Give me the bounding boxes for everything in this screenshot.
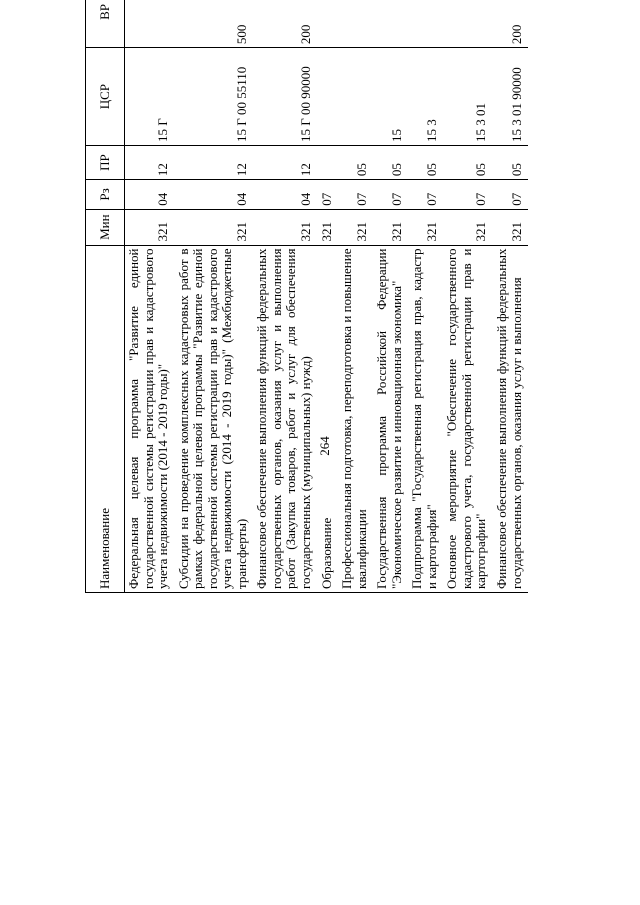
row-min: 321 [373,209,408,245]
table-row [373,0,408,593]
row-name: Федеральная целевая программа "Развитие единой государственной системы регистрации прав и кадастрового учета недвижимости (2014 - 2019 годы)" [125,245,175,592]
row-pr: 05 [408,146,443,180]
row-csr: 15 Г 00 55110 [175,48,254,146]
row-rz: 04 [125,180,175,210]
row-name: Финансовое обеспечение выполнения функций федеральных государственных органов, оказания услуг и выполнения [493,245,528,592]
row-min: 321 [125,209,175,245]
row-rz: 04 [253,180,317,210]
row-name: Основное мероприятие "Обеспечение государственного кадастрового учета, государственной регистрации прав и картографии" [443,245,493,592]
row-rz: 07 [408,180,443,210]
row-min: 321 [175,209,254,245]
row-vr [443,0,493,48]
row-pr: 12 [125,146,175,180]
row-min: 321 [318,209,339,245]
row-csr: 15 3 01 90000 [493,48,528,146]
table-row [253,0,317,593]
row-name: Финансовое обеспечение выполнения функций федеральных государственных органов, оказания услуг и выполнения работ (Закупка товаров, работ и услуг для обеспечения государственных (муниципальных) нужд) [253,245,317,592]
row-vr: 200 [253,0,317,48]
row-vr: 500 [175,0,254,48]
row-name: Профессиональная подготовка, переподготовка и повышение квалификации [338,245,373,592]
row-csr: 15 3 01 [443,48,493,146]
row-csr: 15 3 [408,48,443,146]
row-vr [408,0,443,48]
row-csr [318,48,339,146]
table-row [493,0,528,593]
row-name: Подпрограмма "Государственная регистрация прав, кадастр и картография" [408,245,443,592]
budget-table-wrapper [85,3,603,865]
row-pr [318,146,339,180]
row-csr: 15 Г [125,48,175,146]
row-min: 321 [253,209,317,245]
row-vr [373,0,408,48]
header-min: Мин [86,209,125,245]
row-vr: 200 [493,0,528,48]
table-row [318,0,339,593]
row-csr: 15 Г 00 90000 [253,48,317,146]
row-rz: 07 [493,180,528,210]
row-min: 321 [493,209,528,245]
row-min: 321 [408,209,443,245]
header-rz: Рз [86,180,125,210]
table-row [125,0,175,593]
page-number: 264 [316,436,332,456]
row-rz: 07 [443,180,493,210]
header-name: Наименование [86,245,125,592]
table-row [175,0,254,593]
header-pr: ПР [86,146,125,180]
row-name: Субсидии на проведение комплексных кадастровых работ в рамках федеральной целевой программы "Развитие единой государственной системы регистрации прав и кадастрового учета недвижимости (2014 - 2019 годы)" (Межбюджетные трансферты) [175,245,254,592]
table-row [408,0,443,593]
table-row [443,0,493,593]
row-name: Образование [318,245,339,592]
row-pr: 05 [493,146,528,180]
row-vr [318,0,339,48]
row-rz: 07 [318,180,339,210]
table-row [338,0,373,593]
table-header-row [86,0,125,593]
row-min: 321 [443,209,493,245]
row-csr [338,48,373,146]
row-pr: 05 [338,146,373,180]
row-vr [125,0,175,48]
row-min: 321 [338,209,373,245]
row-pr: 12 [175,146,254,180]
row-rz: 04 [175,180,254,210]
row-csr: 15 [373,48,408,146]
row-name: Государственная программа Российской Федерации "Экономическое развитие и инновационная экономика" [373,245,408,592]
row-pr: 05 [443,146,493,180]
row-rz: 07 [338,180,373,210]
header-csr: ЦСР [86,48,125,146]
row-rz: 07 [373,180,408,210]
row-pr: 12 [253,146,317,180]
row-vr [338,0,373,48]
header-vr: ВР [86,0,125,48]
budget-table [85,0,528,593]
row-pr: 05 [373,146,408,180]
rotated-page [85,0,603,593]
